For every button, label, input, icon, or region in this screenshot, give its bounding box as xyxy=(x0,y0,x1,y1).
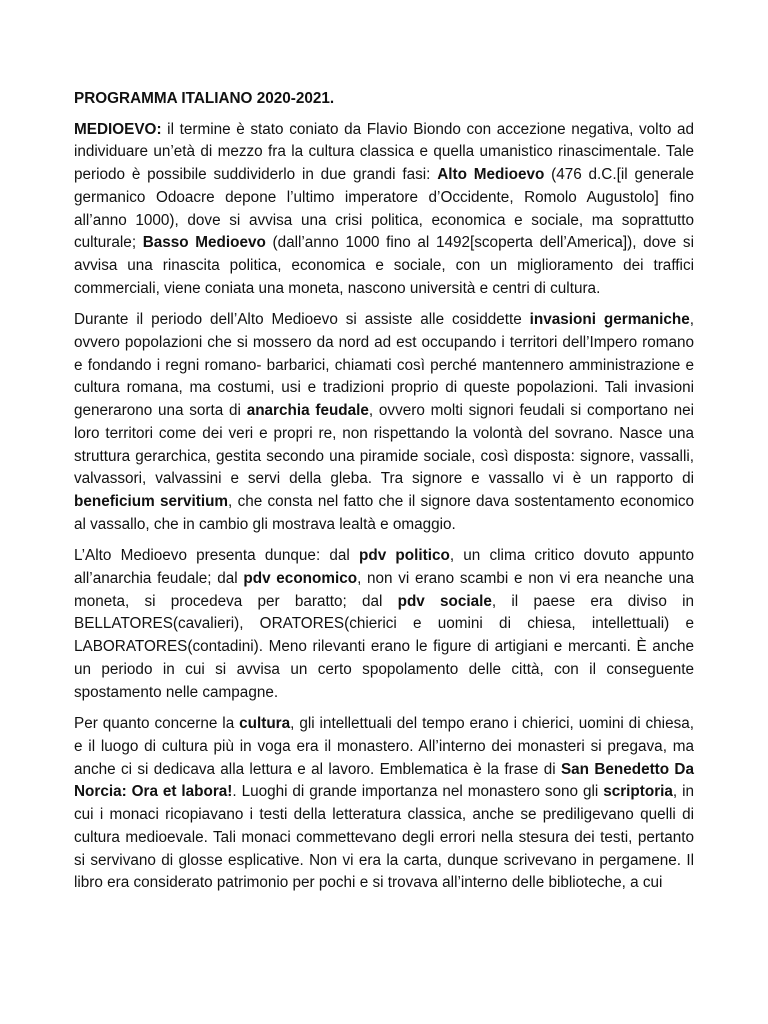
term-beneficium-servitium: beneficium servitium xyxy=(74,492,229,510)
term-invasioni-germaniche: invasioni germaniche xyxy=(529,311,690,329)
paragraph-text: , che consta nel fatto che il signore dava sostentamento economico al vassallo, che in cambio gli mostrava lealtà e omaggio. xyxy=(74,492,695,533)
term-cultura: cultura xyxy=(239,715,291,733)
paragraph-text: , un clima critico dovuto appunto all’anarchia feudale; dal xyxy=(74,547,694,588)
term-pdv-sociale: pdv sociale xyxy=(397,592,492,610)
paragraph-text: , non vi erano scambi e non vi era neanche una moneta, si procedeva per baratto; dal xyxy=(74,570,695,610)
paragraph-text: il termine è stato coniato da Flavio Biondo con accezione negativa, volto ad individuare un’età di mezzo fra la cultura classica e quella umanistico rinascimentale. Tale periodo è possibile suddividerlo in due grandi fasi: xyxy=(74,120,694,184)
paragraph-medioevo-definition xyxy=(74,119,694,301)
paragraph-text: . Luoghi di grande importanza nel monastero sono gli xyxy=(232,783,604,801)
term-pdv-politico: pdv politico xyxy=(359,547,450,565)
term-scriptoria: scriptoria xyxy=(603,783,673,801)
term-anarchia-feudale: anarchia feudale xyxy=(246,402,369,420)
term-pdv-economico: pdv economico xyxy=(243,570,358,588)
paragraph-text: , in cui i monaci ricopiavano i testi della letteratura classica, anche se prediligevano quelli di cultura medioevale. Tali monaci commettevano degli errori nella stesura dei testi, pertanto si servivano di glosse esplicative. Non vi era la carta, dunque scrivevano in pergamene. Il libro era considerato patrimonio per pochi e si trovava all’interno delle biblioteche, a cui xyxy=(74,783,694,892)
paragraph-text: (476 d.C.[il generale germanico Odoacre depone l’ultimo imperatore d’Occidente, Romolo Augustolo] fino all’anno 1000), dove si avvisa una crisi politica, economica e sociale, ma soprattutto culturale; xyxy=(74,166,694,252)
quote-ora-et-labora: San Benedetto Da Norcia: Ora et labora! xyxy=(74,760,694,801)
term-medioevo: MEDIOEVO: xyxy=(74,120,162,138)
paragraph-text: (dall’anno 1000 fino al 1492[scoperta dell’America]), dove si avvisa una rinascita politica, economica e sociale, con un miglioramento dei traffici commerciali, viene coniata una moneta, nascono università e centri di cultura. xyxy=(74,234,694,297)
term-alto-medioevo: Alto Medioevo xyxy=(437,166,545,184)
document-page xyxy=(74,88,694,904)
document-title: PROGRAMMA ITALIANO 2020-2021. xyxy=(74,90,335,107)
paragraph-text: Durante il periodo dell’Alto Medioevo si assiste alle cosiddette xyxy=(74,311,530,329)
paragraph-text: , ovvero popolazioni che si mossero da nord ad est occupando i territori dell’Impero romano e fondando i regni romano- barbarici, chiamati così perché mantennero amministrazione e cultura romana, ma costumi, usi e tradizioni proprio di queste popolazioni. Tali invasioni generarono una sorta di xyxy=(74,311,694,420)
paragraph-cultura xyxy=(74,713,694,895)
paragraph-text: , gli intellettuali del tempo erano i chierici, uomini di chiesa, e il luogo di cultura più in voga era il monastero. All’interno dei monasteri si pregava, ma anche ci si dedicava alla lettura e al lavoro. Emblematica è la frase di xyxy=(74,715,694,778)
paragraph-invasioni xyxy=(74,309,694,536)
paragraph-text: , il paese era diviso in BELLATORES(cavalieri), ORATORES(chierici e uomini di chiesa, intellettuali) e LABORATORES(contadini). Meno rilevanti erano le figure di artigiani e mercanti. È anche un periodo in cui si avvisa un certo spopolamento delle città, con il conseguente spostamento nelle campagne. xyxy=(74,592,694,701)
paragraph-text: L’Alto Medioevo presenta dunque: dal xyxy=(74,547,360,565)
paragraph-text: Per quanto concerne la xyxy=(74,715,240,733)
paragraph-text: , ovvero molti signori feudali si comportano nei loro territori come dei veri e propri re, non rispettando la volontà del sovrano. Nasce una struttura gerarchica, gestita secondo una piramide sociale, così disposta: signore, vassalli, valvassori, valvassini e servi della gleba. Tra signore e vassallo vi è un rapporto di xyxy=(74,402,694,488)
paragraph-pdv xyxy=(74,545,694,704)
term-basso-medioevo: Basso Medioevo xyxy=(142,234,266,252)
